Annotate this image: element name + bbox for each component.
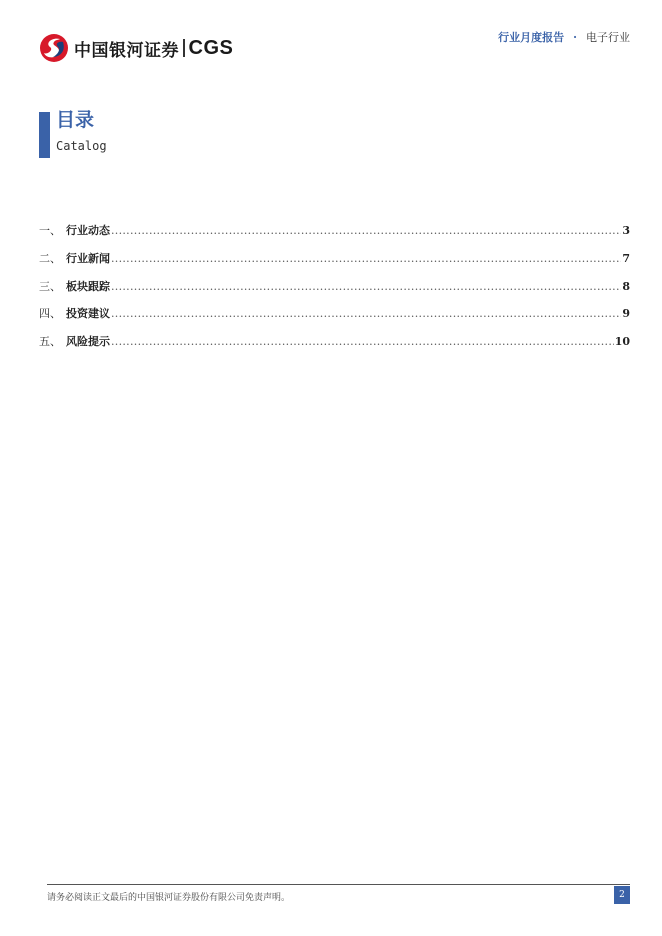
- report-type: 行业月度报告: [498, 31, 565, 44]
- catalog-title: 目录: [56, 109, 95, 131]
- toc-leader: [111, 335, 614, 348]
- toc-entry[interactable]: [39, 278, 630, 306]
- toc-page: 3: [622, 224, 630, 237]
- logo-divider: [183, 39, 185, 57]
- toc-number: 四、: [39, 307, 61, 321]
- toc-page: 9: [622, 307, 630, 321]
- toc-label: 投资建议: [66, 307, 110, 321]
- header-separator: ·: [573, 30, 577, 44]
- toc-entry[interactable]: [39, 222, 630, 250]
- report-sector: 电子行业: [586, 31, 630, 44]
- toc-leader: [111, 307, 621, 320]
- toc-number: 五、: [39, 335, 61, 348]
- logo-text-en: CGS: [188, 36, 234, 59]
- toc-page: 7: [622, 251, 630, 265]
- catalog-subtitle: Catalog: [56, 139, 107, 153]
- toc-label: 板块跟踪: [66, 279, 110, 293]
- logo-icon: [38, 32, 70, 64]
- page-number: 2: [614, 886, 630, 904]
- toc-number: 二、: [39, 251, 61, 265]
- toc-number: 一、: [39, 224, 61, 237]
- catalog-accent-bar: [39, 112, 50, 158]
- toc-leader: [111, 224, 621, 237]
- toc-label: 风险提示: [66, 335, 110, 348]
- toc-entry[interactable]: [39, 305, 630, 333]
- table-of-contents: [39, 222, 630, 361]
- toc-page: 8: [622, 279, 630, 293]
- logo-text-cn: 中国银河证券: [74, 40, 179, 61]
- toc-leader: [111, 252, 621, 265]
- toc-page: 10: [614, 335, 630, 348]
- toc-number: 三、: [39, 279, 61, 293]
- toc-leader: [111, 280, 621, 293]
- company-logo: [38, 32, 233, 64]
- toc-label: 行业动态: [66, 224, 110, 237]
- footer-disclaimer: 请务必阅读正文最后的中国银河证券股份有限公司免责声明。: [47, 893, 291, 903]
- toc-entry[interactable]: [39, 333, 630, 361]
- report-header: [498, 29, 630, 45]
- toc-entry[interactable]: [39, 250, 630, 278]
- footer-divider: [47, 884, 630, 885]
- toc-label: 行业新闻: [66, 251, 110, 265]
